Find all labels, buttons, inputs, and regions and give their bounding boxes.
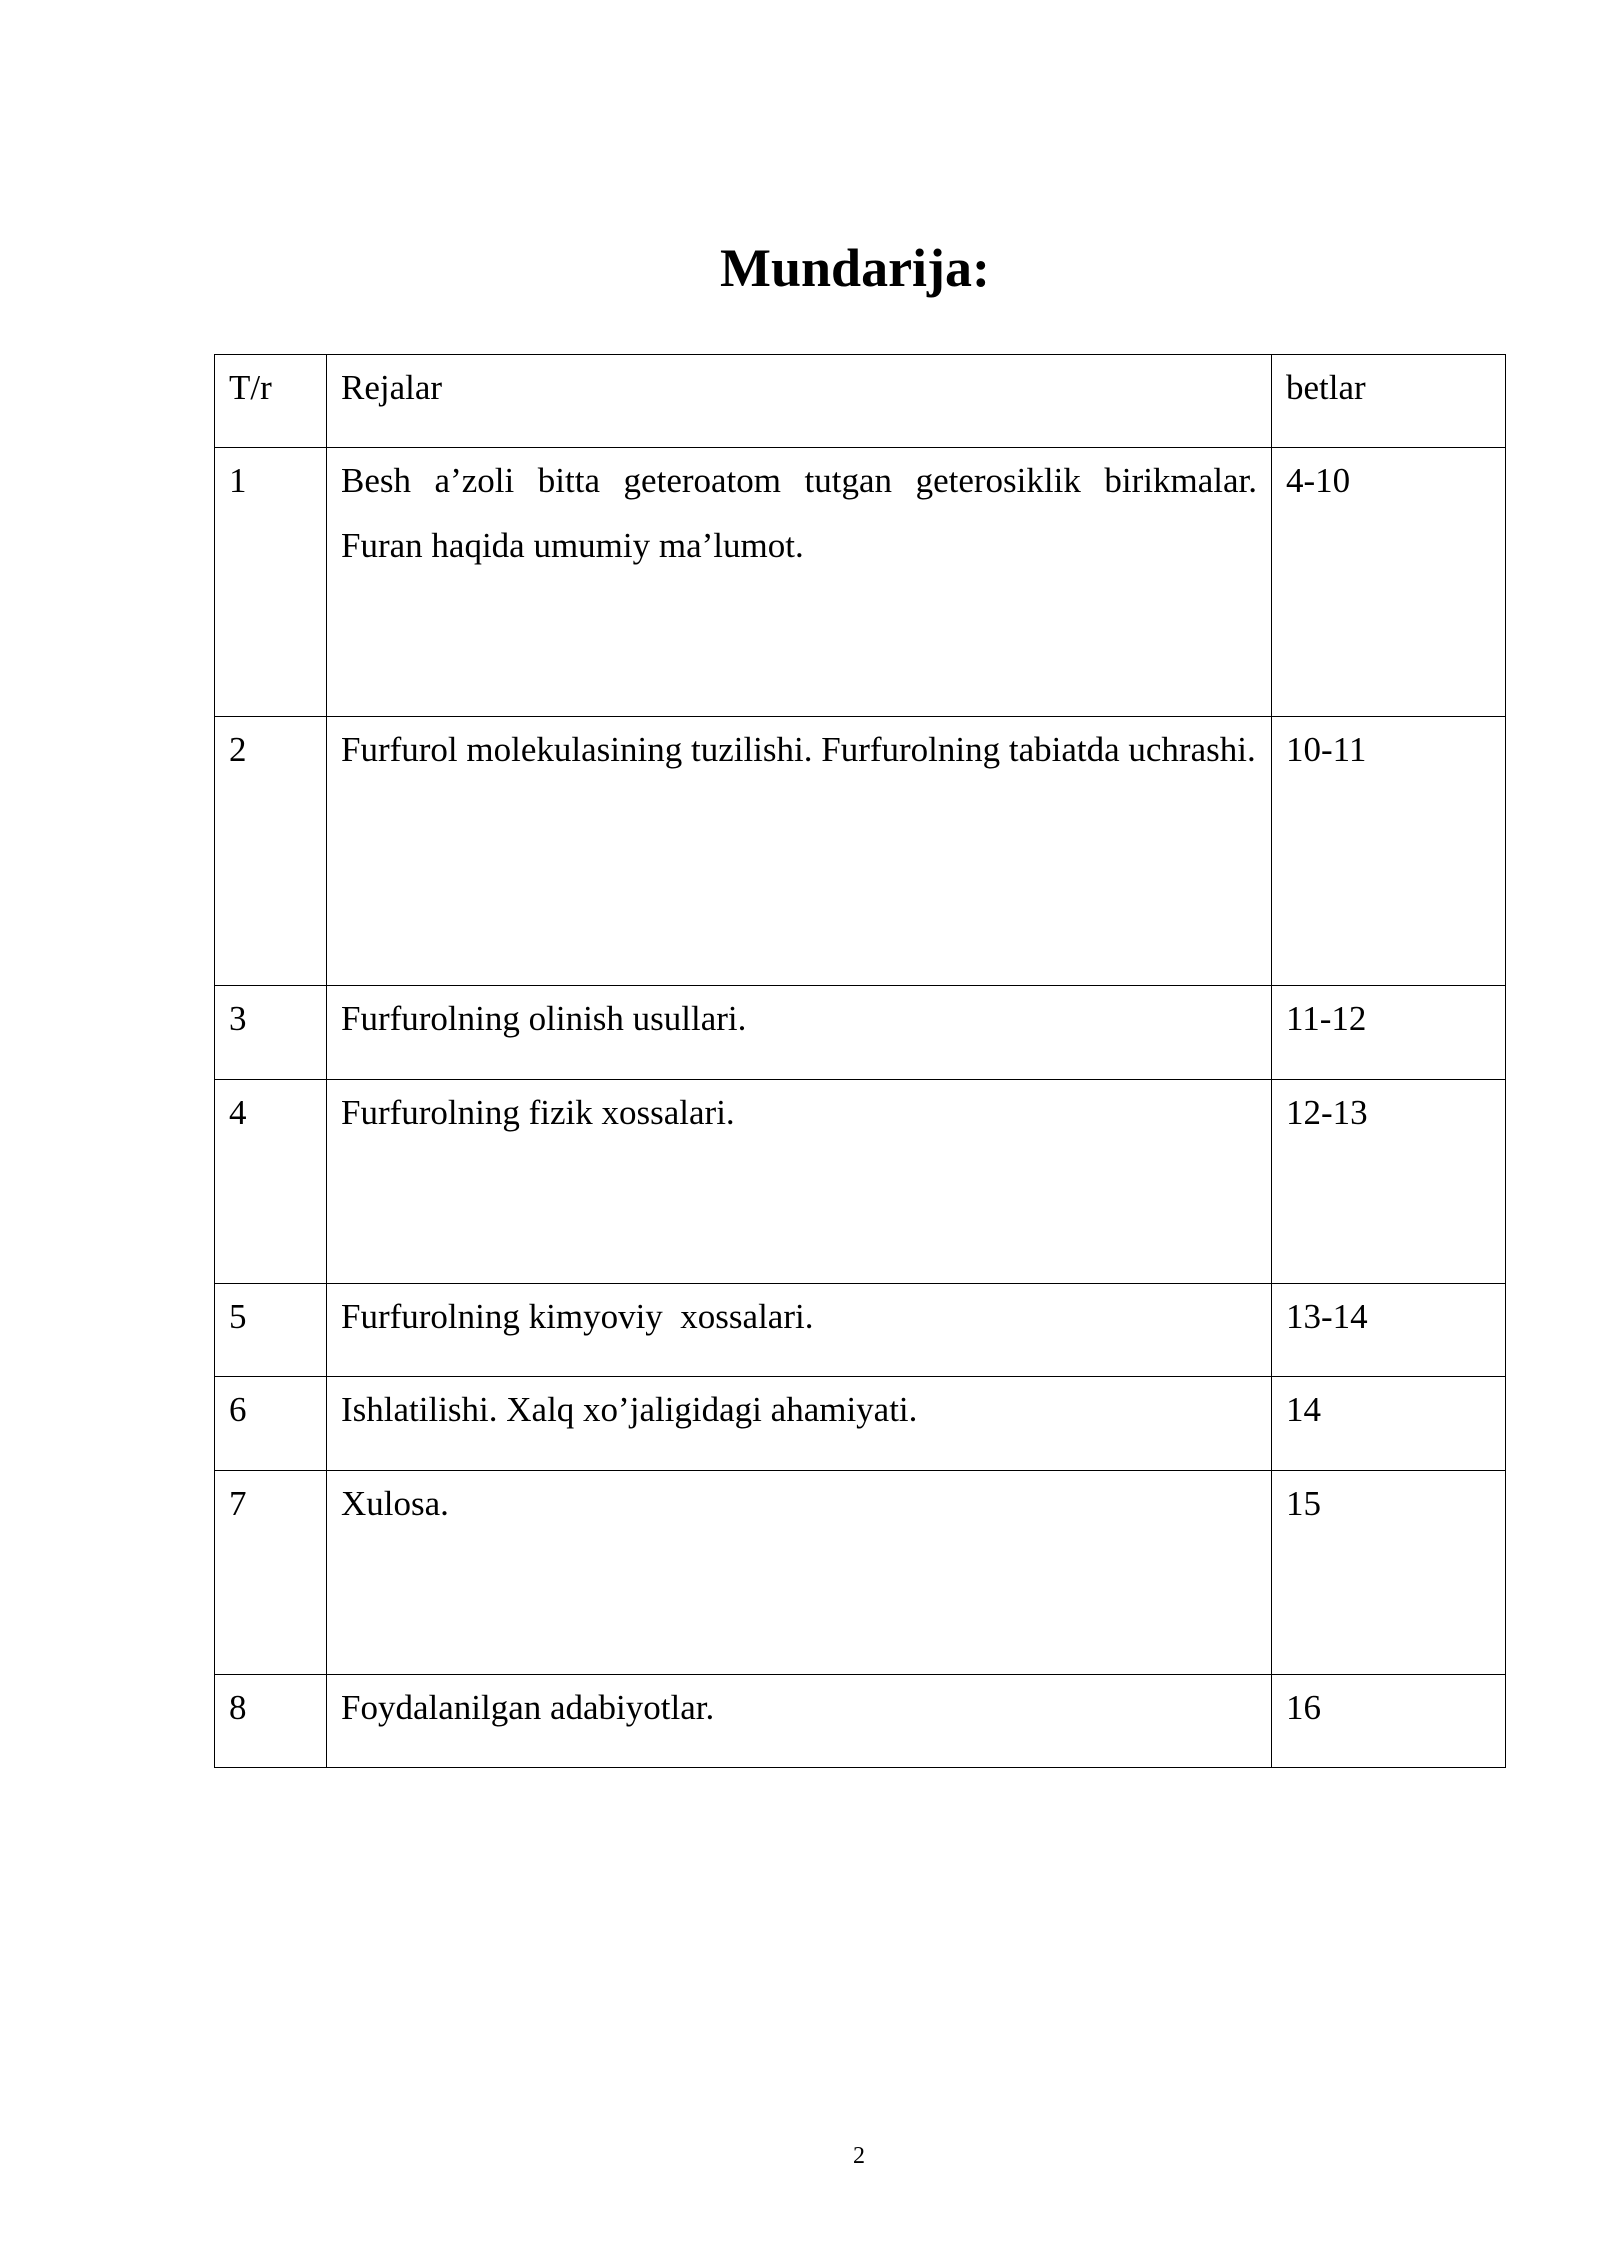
table-header-row — [215, 355, 1506, 448]
table-row — [215, 986, 1506, 1080]
page-number: 2 — [853, 2143, 865, 2169]
row-plan: Furfurol molekulasining tuzilishi. Furfurolning tabiatda uchrashi. — [327, 717, 1272, 986]
document-title: Mundarija: — [720, 238, 990, 298]
table-row — [215, 448, 1506, 717]
row-plan: Foydalanilgan adabiyotlar. — [327, 1675, 1272, 1768]
table-row — [215, 1080, 1506, 1284]
table-row — [215, 1377, 1506, 1471]
row-num: 8 — [215, 1675, 327, 1768]
row-pages: 13-14 — [1272, 1284, 1506, 1377]
header-plan: Rejalar — [327, 355, 1272, 448]
table-row — [215, 1471, 1506, 1675]
table-row — [215, 717, 1506, 986]
header-num: T/r — [215, 355, 327, 448]
row-num: 2 — [215, 717, 327, 986]
row-pages: 4-10 — [1272, 448, 1506, 717]
row-pages: 15 — [1272, 1471, 1506, 1675]
header-pages: betlar — [1272, 355, 1506, 448]
row-num: 3 — [215, 986, 327, 1080]
row-num: 4 — [215, 1080, 327, 1284]
row-plan: Furfurolning kimyoviy xossalari. — [327, 1284, 1272, 1377]
row-plan: Furfurolning olinish usullari. — [327, 986, 1272, 1080]
row-pages: 16 — [1272, 1675, 1506, 1768]
row-num: 1 — [215, 448, 327, 717]
contents-table — [214, 354, 1506, 1768]
row-num: 7 — [215, 1471, 327, 1675]
row-num: 6 — [215, 1377, 327, 1471]
row-plan: Furfurolning fizik xossalari. — [327, 1080, 1272, 1284]
table-row — [215, 1284, 1506, 1377]
table-row — [215, 1675, 1506, 1768]
row-pages: 12-13 — [1272, 1080, 1506, 1284]
row-pages: 10-11 — [1272, 717, 1506, 986]
row-num: 5 — [215, 1284, 327, 1377]
row-plan: Xulosa. — [327, 1471, 1272, 1675]
row-plan: Besh a’zoli bitta geteroatom tutgan geterosiklik birikmalar. Furan haqida umumiy ma’lumot. — [327, 448, 1272, 717]
row-pages: 14 — [1272, 1377, 1506, 1471]
row-plan: Ishlatilishi. Xalq xo’jaligidagi ahamiyati. — [327, 1377, 1272, 1471]
row-pages: 11-12 — [1272, 986, 1506, 1080]
